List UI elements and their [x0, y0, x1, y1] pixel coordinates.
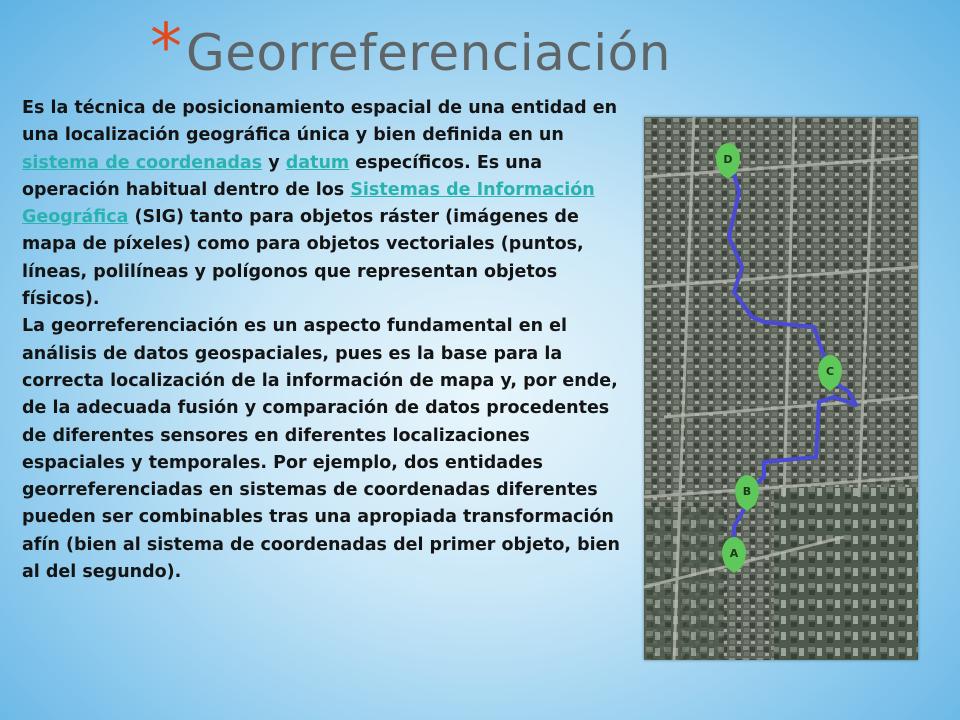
- map-park-area: [774, 487, 918, 660]
- text-span: específicos. Es una operación habitual dentro de los: [22, 152, 543, 200]
- link-datum[interactable]: datum: [285, 152, 350, 173]
- link-sig[interactable]: Sistemas de Información Geográfica: [22, 179, 595, 228]
- satellite-map-image: [644, 117, 918, 660]
- marker-b-label: B: [742, 485, 752, 498]
- slide-title: Georreferenciación: [186, 24, 671, 82]
- marker-c-label: C: [825, 365, 835, 378]
- paragraph-definition: [22, 95, 637, 313]
- title-bullet: *: [150, 11, 182, 85]
- map-graphic: [644, 117, 918, 660]
- marker-a-label: A: [729, 547, 739, 560]
- text-span: (SIG) tanto para objetos ráster (imágenes de mapa de píxeles) como para objetos vectoriales (puntos, líneas, polilíneas y polígonos que representan objetos físicos).: [22, 207, 584, 310]
- text-span: Es la técnica de posicionamiento espacial de una entidad en una localización geográfica única y bien definida en un: [22, 98, 618, 146]
- body-text: [22, 95, 637, 586]
- title-bar: [150, 10, 671, 100]
- paragraph-importance: La georreferenciación es un aspecto fundamental en el análisis de datos geospaciales, pues es la base para la correcta localización de la información de mapa y, por ende, de la adecuada fusión y comparación de datos procedentes de diferentes sensores en diferentes localizaciones espaciales y temporales. Por ejemplo, dos entidades georreferenciadas en sistemas de coordenadas diferentes pueden ser combinables tras una apropiada transformación afín (bien al sistema de coordenadas del primer objeto, bien al del segundo).: [22, 316, 620, 583]
- link-sistema-coordenadas[interactable]: sistema de coordenadas: [22, 152, 263, 173]
- text-span: y: [262, 152, 286, 173]
- marker-d-label: D: [723, 153, 733, 166]
